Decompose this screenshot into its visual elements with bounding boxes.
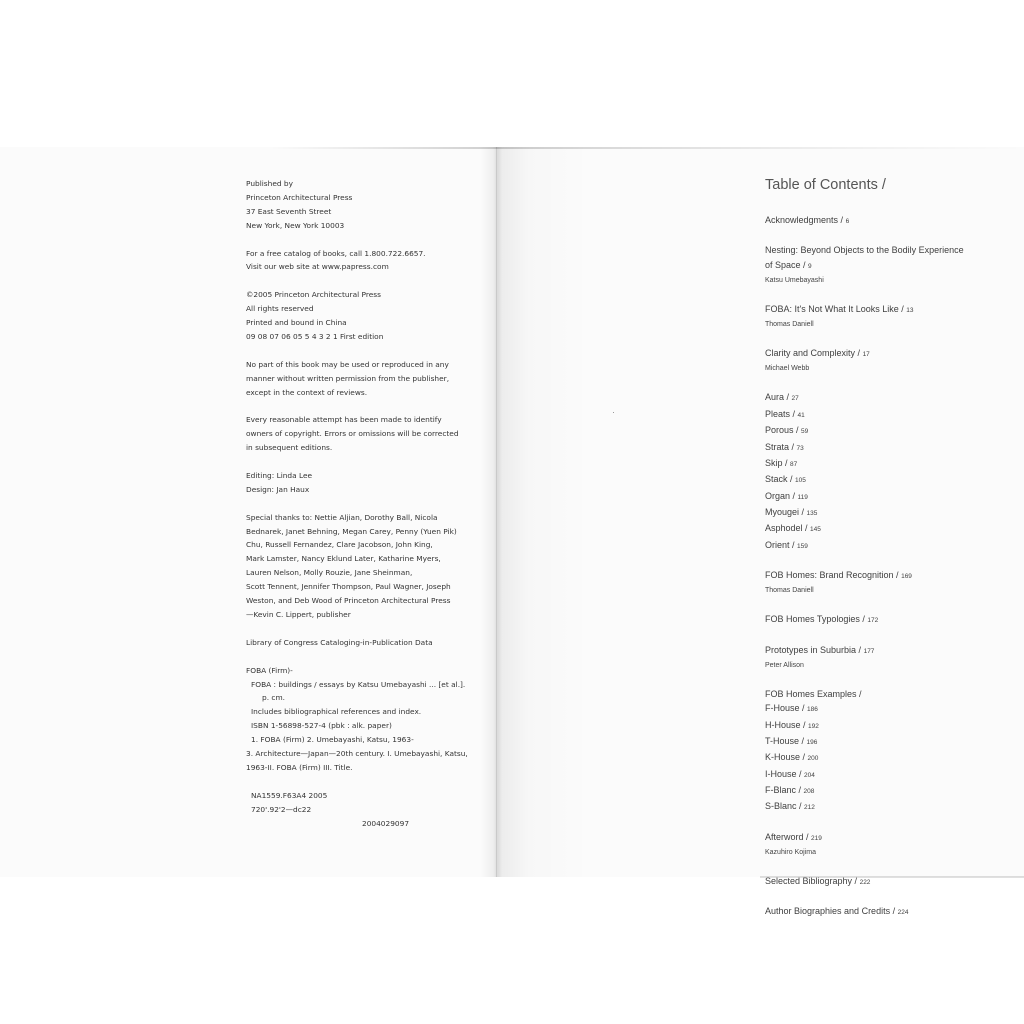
toc-entry-title: Nesting: Beyond Objects to the Bodily Experience — [765, 245, 964, 256]
colophon-line: owners of copyright. Errors or omissions will be corrected — [246, 429, 459, 439]
toc-entry-title: FOB Homes Typologies / — [765, 614, 865, 625]
call-number-block — [246, 789, 486, 831]
toc-entry-title: Orient / — [765, 539, 795, 550]
colophon-line: —Kevin C. Lippert, publisher — [246, 610, 351, 619]
colophon-line: Printed and bound in China — [246, 318, 347, 328]
toc-entry-title: Organ / — [765, 490, 796, 501]
cip-line: Includes bibliographical references and index. — [251, 707, 422, 717]
cip-heading: Library of Congress Cataloging-in-Publication Data — [246, 637, 433, 647]
colophon-line: For a free catalog of books, call 1.800.722.6657. — [246, 248, 426, 258]
toc-entry-title: H-House / — [765, 719, 806, 730]
toc-home — [765, 734, 1005, 750]
toc-author: Thomas Daniell — [765, 587, 814, 595]
toc-entry-title: Aura / — [765, 392, 790, 403]
colophon-line: Mark Lamster, Nancy Eklund Later, Katharine Myers, — [246, 554, 441, 564]
colophon-line: Design: Jan Haux — [246, 484, 310, 494]
toc-entry-title: of Space / — [765, 259, 806, 270]
call-number: NA1559.F63A4 2005 — [251, 790, 328, 800]
cip-heading-block — [246, 636, 486, 650]
toc-home — [765, 750, 1005, 766]
toc-entry — [765, 302, 1005, 332]
toc-entry-title: Selected Bibliography / — [765, 875, 858, 886]
toc-home — [765, 799, 1005, 815]
cip-line: 3. Architecture—Japan—20th century. I. Umebayashi, Katsu, — [246, 749, 468, 759]
toc-home — [765, 701, 1005, 717]
toc-entry-title: F-House / — [765, 703, 805, 714]
toc-homes-list — [765, 687, 1005, 816]
cip-line: FOBA : buildings / essays by Katsu Umebayashi ... [et al.]. — [251, 679, 466, 689]
colophon-line: 09 08 07 06 05 5 4 3 2 1 First edition — [246, 331, 384, 341]
attempt-block — [246, 413, 486, 455]
toc-project — [765, 521, 1005, 537]
colophon-line: Special thanks to: Nettie Aljian, Dorothy Ball, Nicola — [246, 512, 438, 522]
toc-entry — [765, 874, 1005, 890]
toc-page-number: 73 — [796, 444, 804, 452]
toc-page-number: 87 — [790, 460, 798, 468]
toc-entry — [765, 830, 1005, 860]
toc-page-number: 59 — [801, 428, 809, 436]
toc-entry-title: Pleats / — [765, 408, 796, 419]
toc-entry-title: T-House / — [765, 735, 805, 746]
cip-line: 1963-II. FOBA (Firm) III. Title. — [246, 762, 353, 772]
toc-page-number: 119 — [797, 493, 808, 501]
toc-entry — [765, 213, 1005, 229]
toc-page-number: 159 — [797, 542, 808, 550]
colophon-line: manner without written permission from the publisher, — [246, 373, 450, 383]
toc-entry-title: S-Blanc / — [765, 801, 802, 812]
toc-home — [765, 767, 1005, 783]
toc-entry — [765, 612, 1005, 628]
toc-page-number: 145 — [810, 526, 821, 534]
toc-entry-title: Prototypes in Suburbia / — [765, 644, 862, 655]
colophon-line: Chu, Russell Fernandez, Clare Jacobson, John King, — [246, 540, 433, 550]
toc-page-number: 135 — [806, 509, 818, 517]
colophon-line: Lauren Nelson, Molly Rouzie, Jane Sheinman, — [246, 568, 413, 578]
toc-page-number: 27 — [791, 395, 799, 403]
toc-page-number: 196 — [806, 738, 818, 746]
toc-author: Michael Webb — [765, 365, 810, 373]
toc-page-number: 13 — [906, 306, 914, 314]
toc-entry-title: Myougei / — [765, 506, 805, 517]
toc-project — [765, 407, 1005, 423]
page-edge-top — [270, 147, 1024, 149]
colophon-line: in subsequent editions. — [246, 443, 333, 453]
toc-page-number: 200 — [807, 755, 819, 763]
toc-entry-title: Skip / — [765, 457, 788, 468]
cip-block — [246, 664, 486, 775]
cip-line: p. cm. — [262, 693, 286, 703]
toc-page-number: 172 — [867, 617, 879, 625]
table-of-contents — [765, 175, 1005, 934]
toc-project — [765, 440, 1005, 456]
colophon-line: Published by — [246, 179, 293, 188]
toc-project — [765, 538, 1005, 554]
colophon-line: Princeton Architectural Press — [246, 192, 353, 202]
toc-entry-title: FOBA: It's Not What It Looks Like / — [765, 303, 904, 314]
toc-entry-title: Author Biographies and Credits / — [765, 906, 896, 917]
colophon-line: Bednarek, Janet Behning, Megan Carey, Penny (Yuen Pik) — [246, 526, 457, 536]
colophon-line: ©2005 Princeton Architectural Press — [246, 290, 381, 300]
thanks-block — [246, 511, 486, 622]
toc-page-number: 208 — [803, 787, 815, 795]
toc-title: Table of Contents / — [765, 177, 886, 193]
colophon-line: Weston, and Deb Wood of Princeton Architectural Press — [246, 596, 451, 606]
toc-home — [765, 783, 1005, 799]
toc-entry — [765, 346, 1005, 376]
toc-author: Peter Allison — [765, 661, 804, 669]
toc-page-number: 169 — [901, 572, 912, 580]
toc-project — [765, 456, 1005, 472]
colophon-line: except in the context of reviews. — [246, 387, 368, 397]
toc-project — [765, 390, 1005, 406]
toc-author: Katsu Umebayashi — [765, 276, 824, 284]
colophon-line: Scott Tennent, Jennifer Thompson, Paul Wagner, Joseph — [246, 582, 451, 592]
colophon-line: Every reasonable attempt has been made to identify — [246, 415, 442, 425]
colophon-line: 37 East Seventh Street — [246, 206, 332, 216]
toc-page-number: 41 — [797, 411, 805, 419]
toc-project-list — [765, 390, 1005, 553]
rights-block — [246, 358, 486, 400]
call-number: 720'.92'2—dc22 — [251, 804, 312, 814]
toc-page-number: 204 — [804, 771, 815, 779]
toc-page-number: 177 — [863, 647, 875, 655]
toc-entry-title: Clarity and Complexity / — [765, 348, 861, 359]
toc-author: Kazuhiro Kojima — [765, 848, 816, 856]
toc-entry-title: F-Blanc / — [765, 784, 802, 795]
toc-entry — [765, 643, 1005, 673]
toc-entry-title: Porous / — [765, 425, 799, 436]
paper-speck — [613, 412, 614, 413]
toc-project — [765, 505, 1005, 521]
toc-page-number: 186 — [807, 706, 818, 714]
colophon-line: All rights reserved — [246, 304, 314, 314]
toc-entry-title: FOB Homes Examples / — [765, 688, 862, 699]
toc-entry — [765, 904, 1005, 920]
toc-page-number: 219 — [811, 834, 822, 842]
toc-page-number: 6 — [845, 218, 850, 225]
toc-entry — [765, 568, 1005, 598]
toc-project — [765, 423, 1005, 439]
toc-entry-title: I-House / — [765, 768, 802, 779]
colophon-line: Editing: Linda Lee — [246, 470, 313, 480]
colophon-line: Visit our web site at www.papress.com — [246, 262, 389, 272]
toc-entry-title: Acknowledgments / — [765, 215, 844, 225]
toc-page-number: 105 — [795, 477, 806, 485]
toc-home — [765, 718, 1005, 734]
toc-page-number: 9 — [808, 262, 812, 270]
toc-entry — [765, 243, 1005, 288]
toc-author: Thomas Daniell — [765, 321, 814, 329]
colophon-line: New York, New York 10003 — [246, 220, 345, 230]
toc-entry-title: Stack / — [765, 474, 793, 485]
toc-page-number: 17 — [862, 351, 870, 359]
toc-page-number: 224 — [897, 909, 909, 917]
book-gutter-fold — [496, 147, 497, 877]
cip-line: 1. FOBA (Firm) 2. Umebayashi, Katsu, 1963- — [251, 735, 414, 745]
toc-entry-title: Afterword / — [765, 831, 809, 842]
copyright-block — [246, 288, 486, 344]
copyright-page — [246, 177, 486, 830]
toc-project — [765, 472, 1005, 488]
cip-line: FOBA (Firm)- — [246, 665, 293, 675]
toc-entry-title: FOB Homes: Brand Recognition / — [765, 569, 899, 580]
toc-project — [765, 489, 1005, 505]
toc-page-number: 212 — [804, 804, 815, 812]
credits-block — [246, 469, 486, 497]
catalog-block — [246, 247, 486, 275]
lccn-number: 2004029097 — [362, 818, 410, 828]
colophon-line: No part of this book may be used or reproduced in any — [246, 359, 449, 369]
toc-page-number: 222 — [859, 878, 871, 886]
toc-entry-title: K-House / — [765, 752, 806, 763]
toc-entry-title: Strata / — [765, 441, 795, 452]
publisher-block — [246, 177, 486, 233]
cip-line: ISBN 1-56898-527-4 (pbk : alk. paper) — [251, 721, 392, 731]
toc-entry-title: Asphodel / — [765, 523, 808, 534]
toc-page-number: 192 — [808, 722, 819, 730]
